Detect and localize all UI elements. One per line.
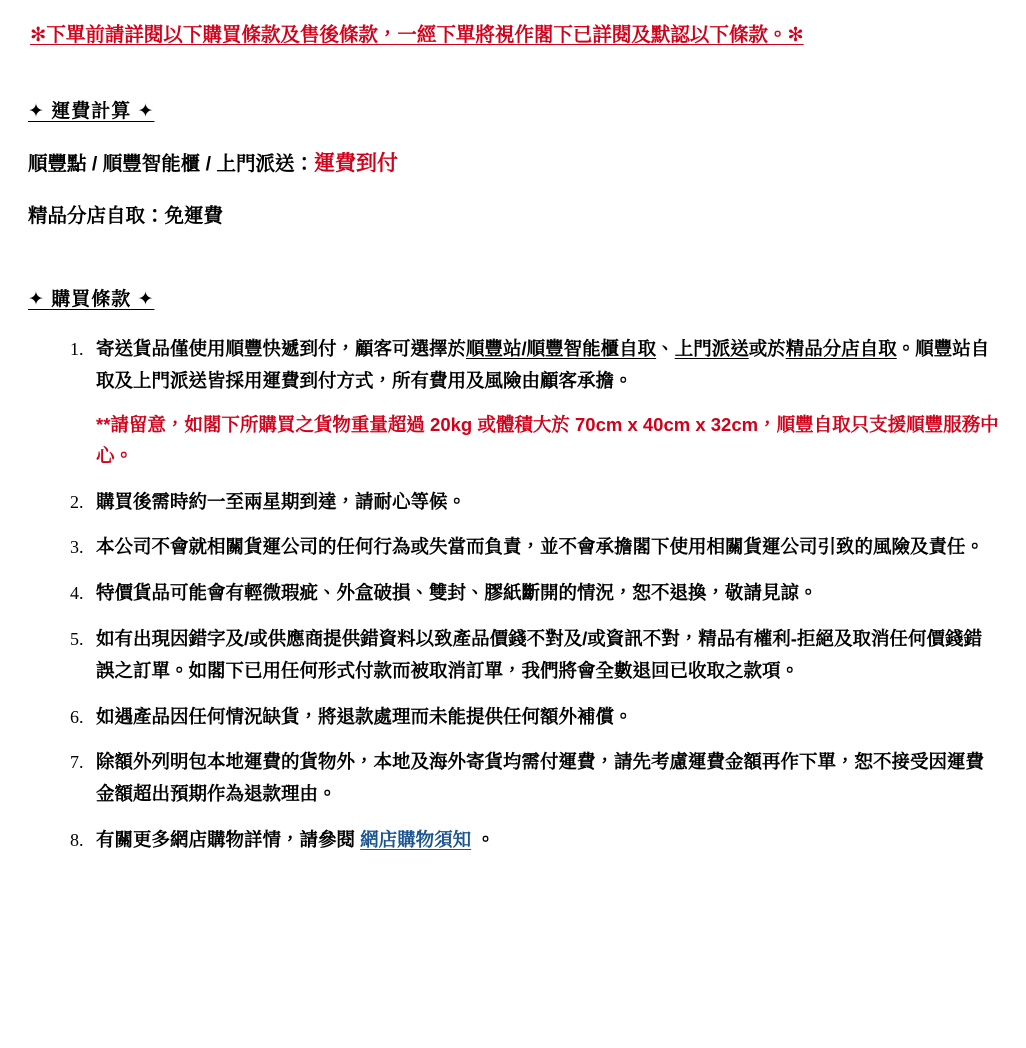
term-text-segment: 如遇產品因任何情況缺貨，將退款處理而未能提供任何額外補償。 [96, 705, 633, 727]
term-text-segment: 如有出現因錯字及/或供應商提供錯資料以致產品價錢不對及/或資訊不對，精品有權利-拒絕及取消任何價錢錯誤之訂單。如閣下已用任何形式付款而被取消訂單，我們將會全數退回已收取之款項。 [96, 627, 982, 681]
term-text-segment: 特價貨品可能會有輕微瑕疵、外盒破損、雙封、膠紙斷開的情況，恕不退換，敬請見諒。 [96, 582, 818, 604]
purchase-terms-banner: ✻下單前請詳閱以下購買條款及售後條款，一經下單將視作閣下已詳閱及默認以下條款。✻ [30, 24, 804, 46]
term-item [88, 577, 1000, 609]
term-text [96, 531, 1000, 563]
term-text-segment: 購買後需時約一至兩星期到達，請耐心等候。 [96, 490, 467, 512]
term-emphasis: 上門派送 [674, 338, 749, 360]
term-text [96, 701, 1000, 733]
term-text [96, 623, 1000, 687]
term-text [96, 577, 1000, 609]
term-text [96, 333, 1000, 397]
shipping-paid-on-delivery-line [28, 149, 1000, 179]
term-item [88, 824, 1000, 856]
term-text [96, 486, 1000, 518]
term-text [96, 746, 1000, 810]
term-text-segment: 除額外列明包本地運費的貨物外，本地及海外寄貨均需付運費，請先考慮運費金額再作下單，恕不接受因運費金額超出預期作為退款理由。 [96, 751, 985, 805]
term-item [88, 531, 1000, 563]
shipping-store-pickup-line: 精品分店自取：免運費 [28, 204, 224, 227]
term-item [88, 623, 1000, 687]
shipping-fee-highlight: 運費到付 [314, 152, 399, 176]
term-text-segment: 。順豐站自取及上門派送皆採用運費到付方式，所有費用及風險由顧客承擔。 [96, 338, 990, 391]
term-item [88, 701, 1000, 733]
shipping-methods-label: 順豐點 / 順豐智能櫃 / 上門派送： [28, 153, 315, 176]
shopping-guide-link[interactable]: 網店購物須知 [360, 829, 472, 851]
term-warning-note: **請留意，如閣下所購買之貨物重量超過 20kg 或體積大於 70cm x 40cm x 32cm，順豐自取只支援順豐服務中心。 [96, 413, 999, 467]
term-item [88, 486, 1000, 518]
terms-section-title: ✦ 購買條款 ✦ [28, 289, 155, 311]
shipping-section-title: ✦ 運費計算 ✦ [28, 101, 155, 123]
term-text-segment: 。 [471, 829, 495, 851]
term-text [96, 824, 1000, 856]
term-emphasis: 精品分店自取 [785, 338, 897, 360]
term-item [88, 746, 1000, 810]
term-text-segment: 寄送貨品僅使用順豐快遞到付，顧客可選擇於 [96, 338, 467, 360]
term-text-segment: 有關更多網店購物詳情，請參閱 [96, 829, 361, 851]
term-emphasis: 順豐站/順豐智能櫃自取 [466, 338, 657, 360]
term-text-segment: 本公司不會就相關貨運公司的任何行為或失當而負責，並不會承擔閣下使用相關貨運公司引致的風險及責任。 [96, 536, 985, 558]
term-text-segment: 或於 [748, 338, 786, 360]
term-item [88, 333, 1000, 472]
purchase-terms-list [26, 333, 1000, 856]
term-text-segment: 、 [656, 338, 675, 360]
